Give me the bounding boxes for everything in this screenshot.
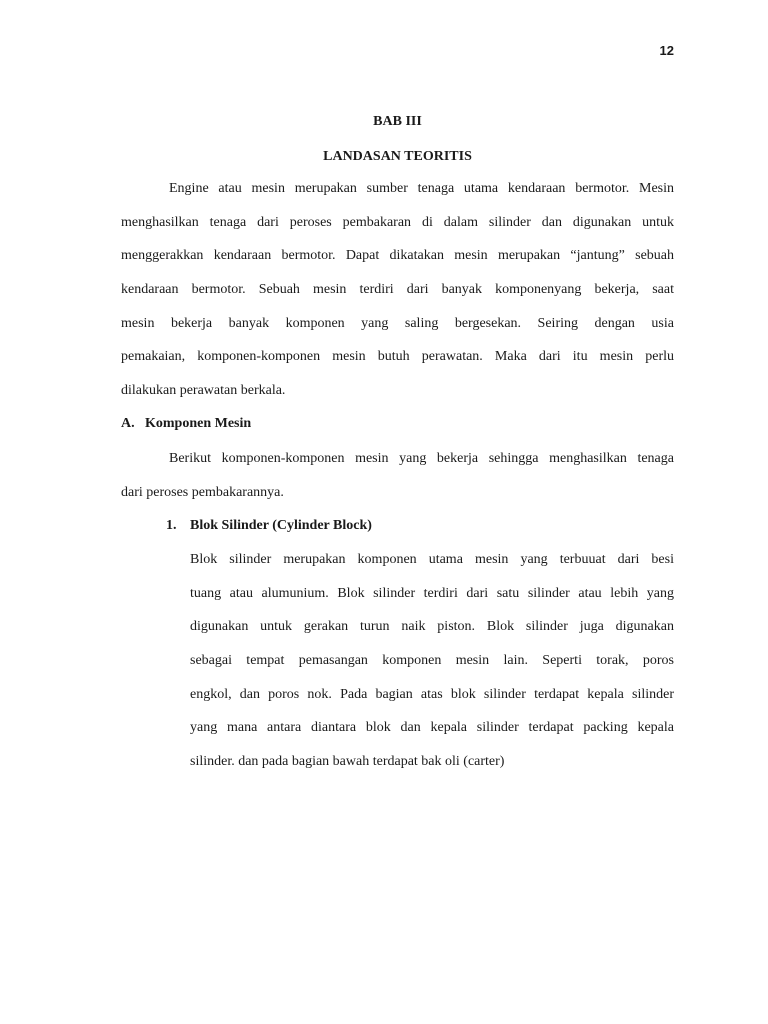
paragraph-line: dari peroses pembakarannya. <box>121 484 284 500</box>
paragraph-line: silinder. dan pada bagian bawah terdapat bak oli (carter) <box>190 754 505 770</box>
page-number: 12 <box>659 43 674 58</box>
paragraph-line: kendaraan bermotor. Sebuah mesin terdiri dari banyak komponenyang bekerja, saat <box>121 282 674 298</box>
paragraph-line: menggerakkan kendaraan bermotor. Dapat dikatakan mesin merupakan “jantung” sebuah <box>121 248 674 264</box>
paragraph-line: tuang atau alumunium. Blok silinder terdiri dari satu silinder atau lebih yang <box>190 585 674 601</box>
subheading-blok-silinder <box>166 517 372 535</box>
paragraph-line: mesin bekerja banyak komponen yang saling bergesekan. Seiring dengan usia <box>121 315 674 331</box>
paragraph-line: digunakan untuk gerakan turun naik piston. Blok silinder juga digunakan <box>190 619 674 635</box>
chapter-heading: BAB III <box>373 114 422 129</box>
paragraph-line: pemakaian, komponen-komponen mesin butuh perawatan. Maka dari itu mesin perlu <box>121 349 674 365</box>
paragraph-line: Engine atau mesin merupakan sumber tenaga utama kendaraan bermotor. Mesin <box>169 181 674 196</box>
list-marker: 1. <box>166 518 177 533</box>
subheading-label: Blok Silinder (Cylinder Block) <box>190 518 372 533</box>
section-label: Komponen Mesin <box>145 416 252 431</box>
blok-silinder-paragraph <box>190 543 674 779</box>
paragraph-line: Berikut komponen-komponen mesin yang bekerja sehingga menghasilkan tenaga <box>169 451 674 466</box>
chapter-title: LANDASAN TEORITIS <box>323 149 472 164</box>
paragraph-line: yang mana antara diantara blok dan kepala silinder terdapat packing kepala <box>190 720 674 736</box>
paragraph-line: engkol, dan poros nok. Pada bagian atas blok silinder terdapat kepala silinder <box>190 686 674 702</box>
intro-paragraph <box>121 172 674 408</box>
section-marker: A. <box>121 416 135 431</box>
paragraph-line: Blok silinder merupakan komponen utama mesin yang terbuuat dari besi <box>190 552 674 567</box>
section-heading-komponen-mesin <box>121 415 251 433</box>
paragraph-line: dilakukan perawatan berkala. <box>121 383 286 399</box>
berikut-paragraph <box>121 442 674 509</box>
paragraph-line: menghasilkan tenaga dari peroses pembakaran di dalam silinder dan digunakan untuk <box>121 214 674 230</box>
paragraph-line: sebagai tempat pemasangan komponen mesin lain. Seperti torak, poros <box>190 653 674 669</box>
